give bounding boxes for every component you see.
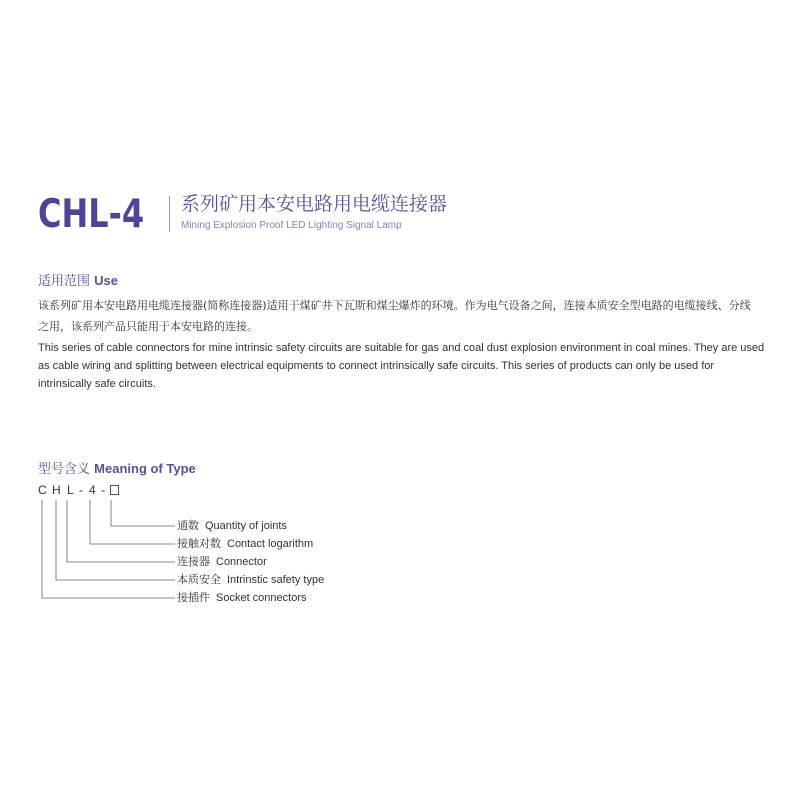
product-title-en: Mining Explosion Proof LED Lighting Signal Lamp: [181, 220, 402, 231]
legend-item-quantity: [177, 519, 287, 533]
use-body-cn: 该系列矿用本安电路用电缆连接器(简称连接器)适用于煤矿井下瓦斯和煤尘爆炸的环境。作为电气设备之间，连接本质安全型电路的电缆接线、分线之用，该系列产品只能用于本安电路的连接。: [38, 299, 751, 333]
legend-cn: 连接器: [177, 555, 210, 568]
branch-connector: [67, 500, 175, 562]
branch-intrinsic: [56, 500, 175, 580]
branch-contact: [90, 500, 175, 544]
branch-quantity: [111, 500, 175, 526]
legend-item-connector: [177, 555, 267, 569]
legend-cn: 本质安全: [177, 573, 221, 586]
code-char-h: H: [52, 483, 61, 497]
type-heading-cn: 型号含义: [38, 462, 91, 477]
legend-en: Connector: [216, 556, 267, 568]
code-char-dash-1: -: [79, 483, 83, 497]
code-char-c: C: [38, 483, 47, 497]
title-block: [38, 190, 778, 240]
branch-socket: [42, 500, 175, 598]
legend-cn: 接插件: [177, 591, 210, 604]
legend-item-contact: [177, 537, 313, 551]
type-heading: [38, 461, 196, 478]
legend-item-intrinsic: [177, 573, 324, 587]
legend-en: Contact logarithm: [227, 538, 314, 550]
legend-cn: 通数: [177, 519, 199, 532]
legend-item-socket: [177, 591, 307, 605]
use-heading-en: Use: [94, 273, 119, 288]
model-number: CHL-4: [38, 192, 145, 237]
code-char-4: 4: [89, 483, 96, 497]
code-placeholder-box: [110, 485, 119, 495]
legend-cn: 接触对数: [177, 537, 221, 550]
code-char-l: L: [67, 483, 74, 497]
code-char-dash-2: -: [101, 483, 105, 497]
type-heading-en: Meaning of Type: [94, 461, 196, 476]
title-divider: [169, 196, 170, 232]
use-body-en: This series of cable connectors for mine intrinsic safety circuits are suitable for gas and coal dust explosion environment in coal mines. They are used as cable wiring and splitting between electrical equipments to connect intrinsically safe circuits. This series of products can only be used for intrinsically safe circuits.: [38, 342, 765, 390]
legend-en: Socket connectors: [216, 592, 307, 604]
use-heading-cn: 适用范围: [38, 274, 91, 289]
use-heading: [38, 273, 118, 290]
legend-en: Quantity of joints: [205, 520, 287, 532]
product-title-cn: 系列矿用本安电路用电缆连接器: [181, 193, 448, 215]
legend-en: Intrinstic safety type: [227, 574, 325, 586]
